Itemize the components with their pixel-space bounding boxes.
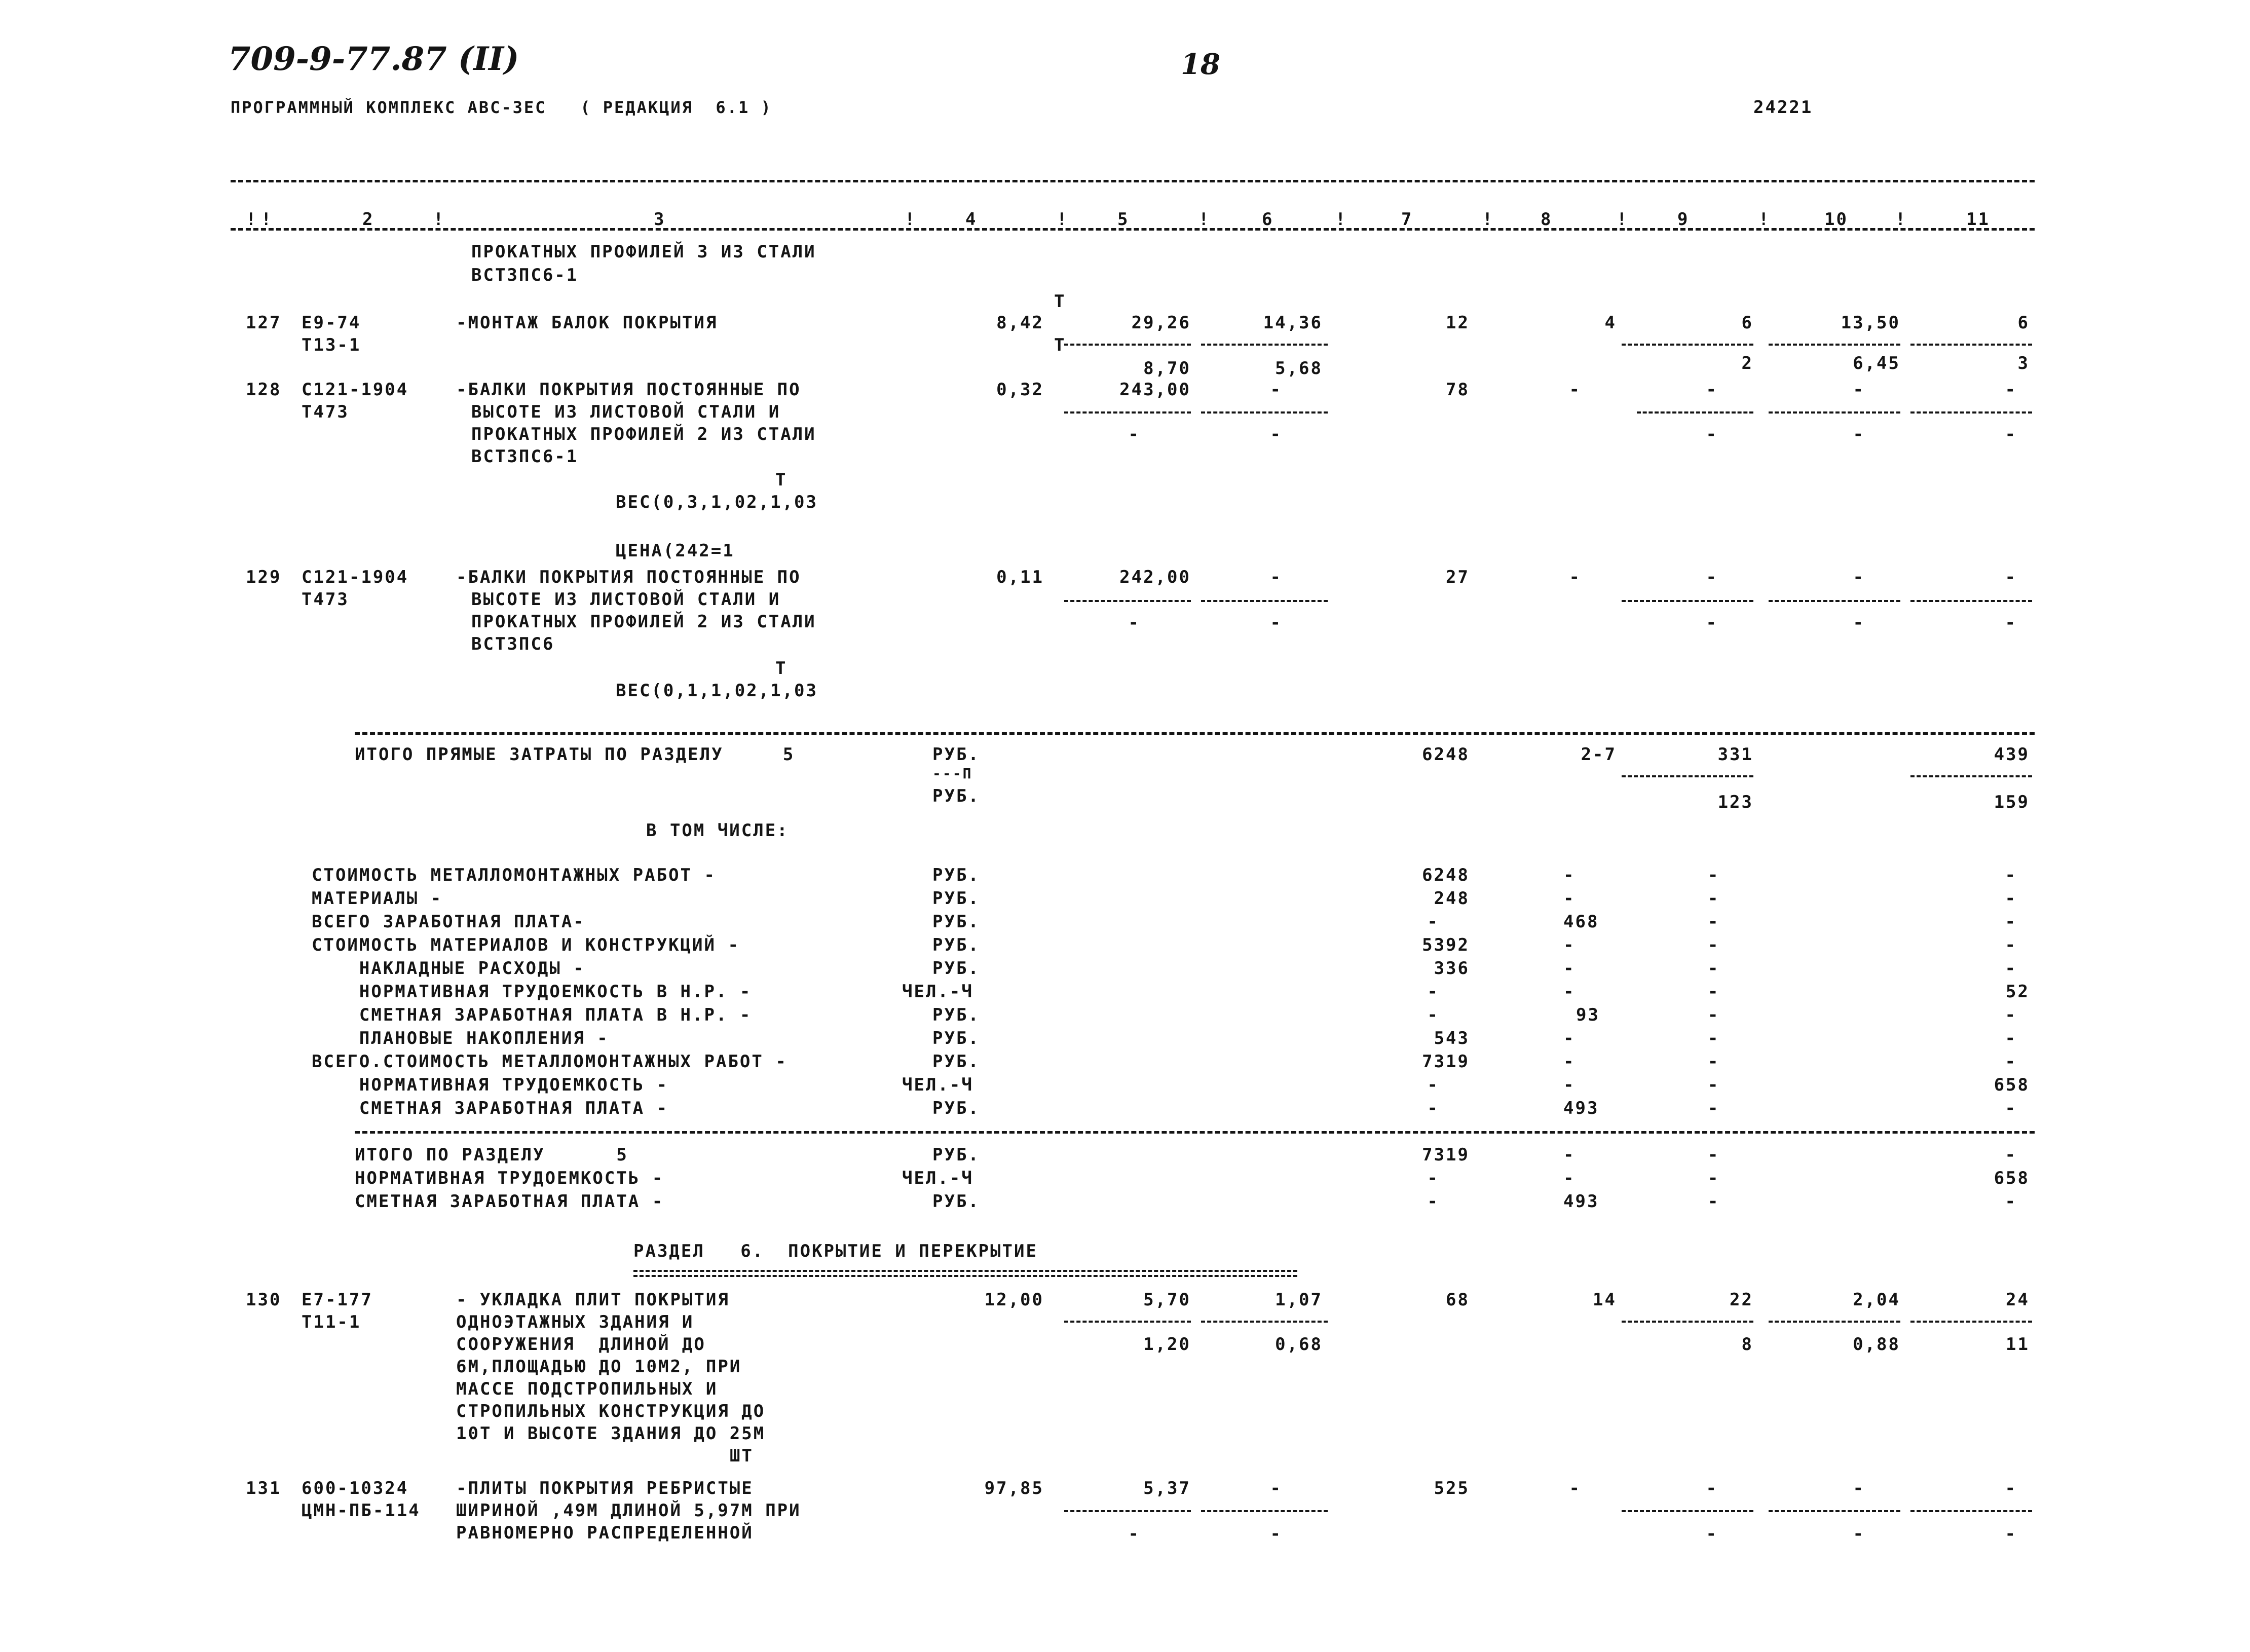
cell-col11-b: - [2005, 1524, 2017, 1544]
fraction-line [1622, 1321, 1753, 1323]
fraction-line [1769, 1321, 1900, 1323]
row-code-2: Т473 [302, 589, 349, 610]
fraction-line [1201, 411, 1328, 414]
summary-unit: РУБ. [932, 865, 980, 885]
cell-col4: 0,11 [996, 567, 1044, 587]
col-header-9: 9 [1677, 209, 1690, 230]
section-total-col11: - [2005, 1191, 2017, 1212]
cell-col6: - [1270, 380, 1282, 400]
cell-col7: 68 [1446, 1290, 1470, 1310]
cell-col11: - [2005, 1478, 2017, 1498]
cell-col4: 8,42 [996, 313, 1044, 333]
cell-col9-b: - [1706, 613, 1718, 633]
section-total-label: ИТОГО ПО РАЗДЕЛУ 5 [355, 1145, 628, 1165]
cell-col6-b: - [1270, 613, 1282, 633]
fraction-line [1622, 1510, 1753, 1512]
carry-desc-1: ПРОКАТНЫХ ПРОФИЛЕЙ 3 ИЗ СТАЛИ [471, 242, 816, 262]
col-header-10: 10 [1824, 209, 1848, 230]
summary-col11: 658 [1994, 1075, 2030, 1095]
row-number: 127 [246, 313, 282, 333]
summary-col8: - [1563, 935, 1576, 955]
fraction-line [1201, 1321, 1328, 1323]
summary-col8: 93 [1576, 1005, 1600, 1025]
col-header-11: 11 [1966, 209, 1990, 230]
summary-col7: 543 [1434, 1028, 1470, 1048]
cell-col8: - [1569, 380, 1581, 400]
summary-col11: - [2005, 888, 2017, 909]
summary-col11: - [2005, 1052, 2017, 1072]
fraction-line [1637, 411, 1753, 414]
cell-col10: - [1853, 567, 1865, 587]
section-total-col8: - [1563, 1168, 1576, 1188]
fraction-line [1201, 344, 1328, 346]
summary-col9: - [1708, 935, 1720, 955]
summary-unit: РУБ. [932, 1098, 980, 1118]
cell-col7: 525 [1434, 1478, 1470, 1498]
cell-col4: 0,32 [996, 380, 1044, 400]
cell-col9: - [1706, 567, 1718, 587]
row-description: ВСТ3ПС6-1 [471, 446, 579, 467]
cell-col8: - [1569, 567, 1581, 587]
row-code: 600-10324 [302, 1478, 409, 1498]
summary-col11: - [2005, 1098, 2017, 1118]
cell-col5-b: - [1128, 424, 1140, 444]
weight-formula: ВЕС(0,1,1,02,1,03 [616, 681, 818, 701]
cell-col8: 14 [1593, 1290, 1617, 1310]
summary-col8: - [1563, 982, 1576, 1002]
cell-col10-b: 6,45 [1853, 353, 1900, 373]
row-number: 128 [246, 380, 282, 400]
summary-label: НОРМАТИВНАЯ ТРУДОЕМКОСТЬ - [312, 1075, 669, 1095]
row-code: Е7-177 [302, 1290, 373, 1310]
summary-col9: - [1708, 888, 1720, 909]
row-code-2: Т473 [302, 402, 349, 422]
summary-col8: - [1563, 1028, 1576, 1048]
unit-t: Т [1054, 291, 1066, 312]
unit-per: ---П [932, 765, 973, 782]
price-formula: ЦЕНА(242=1 [616, 541, 735, 561]
section-totals-rule [355, 1131, 2035, 1134]
summary-col11: - [2005, 865, 2017, 885]
summary-col11: 52 [2006, 982, 2030, 1002]
document-number: 24221 [1753, 97, 1813, 118]
fraction-line [1769, 344, 1900, 346]
row-description: СТРОПИЛЬНЫХ КОНСТРУКЦИЯ ДО [456, 1401, 766, 1421]
row-code-2: Т11-1 [302, 1312, 361, 1332]
section-total-col9: - [1708, 1191, 1720, 1212]
total-col8: 2-7 [1581, 744, 1617, 765]
cell-col10: 2,04 [1853, 1290, 1900, 1310]
cell-col10-b: 0,88 [1853, 1334, 1900, 1355]
cell-col9-b: - [1706, 424, 1718, 444]
cell-col11: - [2005, 380, 2017, 400]
direct-costs-label: ИТОГО ПРЯМЫЕ ЗАТРАТЫ ПО РАЗДЕЛУ 5 [355, 744, 795, 765]
row-description: -МОНТАЖ БАЛОК ПОКРЫТИЯ [456, 313, 718, 333]
cell-col9: - [1706, 1478, 1718, 1498]
fraction-line [1064, 600, 1191, 602]
program-title: ПРОГРАММНЫЙ КОМПЛЕКС АВС-3ЕС ( РЕДАКЦИЯ 6.1 ) [231, 98, 772, 117]
section-heading-underline [633, 1275, 1297, 1277]
fraction-line [1622, 775, 1753, 777]
col-header-8: 8 [1541, 209, 1553, 230]
summary-unit: ЧЕЛ.-Ч [902, 982, 973, 1002]
cell-col6-b: 0,68 [1275, 1334, 1323, 1355]
summary-col11: - [2005, 1005, 2017, 1025]
cell-col7: 78 [1446, 380, 1470, 400]
row-description: РАВНОМЕРНО РАСПРЕДЕЛЕННОЙ [456, 1523, 754, 1543]
summary-col7: - [1427, 982, 1439, 1002]
summary-col11: - [2005, 935, 2017, 955]
fraction-line [1064, 344, 1191, 346]
section-total-col7: - [1427, 1191, 1439, 1212]
summary-col7: - [1427, 1075, 1439, 1095]
row-code: С121-1904 [302, 567, 409, 587]
summary-unit: РУБ. [932, 1028, 980, 1048]
cell-col5: 29,26 [1131, 313, 1191, 333]
cell-col10: - [1853, 1478, 1865, 1498]
unit-t: Т [1054, 335, 1066, 355]
cell-col5-b: 8,70 [1143, 358, 1191, 379]
fraction-line [1064, 411, 1191, 414]
summary-col11: - [2005, 1028, 2017, 1048]
summary-col9: - [1708, 1052, 1720, 1072]
cell-col7: 12 [1446, 313, 1470, 333]
cell-col10: - [1853, 380, 1865, 400]
fraction-line [1622, 344, 1753, 346]
fraction-line [1910, 344, 2032, 346]
cell-col5: 242,00 [1119, 567, 1191, 587]
cell-col8: 4 [1604, 313, 1617, 333]
summary-label: НАКЛАДНЫЕ РАСХОДЫ - [312, 958, 585, 979]
summary-col7: - [1427, 1098, 1439, 1118]
fraction-line [1769, 1510, 1900, 1512]
fraction-line [1064, 1321, 1191, 1323]
row-description: ПРОКАТНЫХ ПРОФИЛЕЙ 2 ИЗ СТАЛИ [471, 424, 816, 444]
unit-rub: РУБ. [932, 744, 980, 765]
section-total-unit: ЧЕЛ.-Ч [902, 1168, 973, 1188]
summary-col8: 493 [1563, 1098, 1599, 1118]
cell-col6: 1,07 [1275, 1290, 1323, 1310]
summary-unit: РУБ. [932, 912, 980, 932]
summary-label: СМЕТНАЯ ЗАРАБОТНАЯ ПЛАТА В Н.Р. - [312, 1005, 752, 1025]
cell-col5-b: 1,20 [1143, 1334, 1191, 1355]
cell-col5: 243,00 [1119, 380, 1191, 400]
handwritten-document-code: 709-9-77.87 (II) [228, 40, 519, 78]
row-description: СООРУЖЕНИЯ ДЛИНОЙ ДО [456, 1334, 706, 1355]
cell-col10: 13,50 [1841, 313, 1900, 333]
cell-col6-b: - [1270, 1524, 1282, 1544]
cell-col10-b: - [1853, 613, 1865, 633]
fraction-line [1910, 1510, 2032, 1512]
summary-col9: - [1708, 1005, 1720, 1025]
section-total-label: НОРМАТИВНАЯ ТРУДОЕМКОСТЬ - [355, 1168, 664, 1188]
row-number: 130 [246, 1290, 282, 1310]
total-col11: 439 [1994, 744, 2030, 765]
cell-col11-b: 11 [2006, 1334, 2030, 1355]
section-heading-underline [633, 1270, 1297, 1272]
section-total-col8: - [1563, 1145, 1576, 1165]
section-heading: РАЗДЕЛ 6. ПОКРЫТИЕ И ПЕРЕКРЫТИЕ [633, 1241, 1038, 1261]
cell-col11: 24 [2006, 1290, 2030, 1310]
summary-label: СТОИМОСТЬ МАТЕРИАЛОВ И КОНСТРУКЦИЙ - [312, 935, 740, 955]
row-code-2: ЦМН-ПБ-114 [302, 1500, 421, 1521]
summary-col9: - [1708, 912, 1720, 932]
section-total-col11: - [2005, 1145, 2017, 1165]
section-total-unit: РУБ. [932, 1145, 980, 1165]
row-code-2: Т13-1 [302, 335, 361, 355]
summary-col9: - [1708, 982, 1720, 1002]
summary-label: ВСЕГО ЗАРАБОТНАЯ ПЛАТА- [312, 912, 585, 932]
summary-col7: 336 [1434, 958, 1470, 979]
summary-unit: ЧЕЛ.-Ч [902, 1075, 973, 1095]
row-code: Е9-74 [302, 313, 361, 333]
row-description: ВСТ3ПС6 [471, 634, 555, 654]
summary-label: ВСЕГО.СТОИМОСТЬ МЕТАЛЛОМОНТАЖНЫХ РАБОТ - [312, 1052, 788, 1072]
summary-col9: - [1708, 958, 1720, 979]
cell-col11-b: - [2005, 424, 2017, 444]
summary-col8: - [1563, 1075, 1576, 1095]
cell-col6: - [1270, 1478, 1282, 1498]
col-header-3: 3 [654, 209, 666, 230]
col-header-5: 5 [1117, 209, 1130, 230]
summary-unit: РУБ. [932, 935, 980, 955]
cell-col9-b: - [1706, 1524, 1718, 1544]
unit-rub: РУБ. [932, 786, 980, 806]
page-number: 18 [1181, 48, 1220, 81]
cell-col11-b: - [2005, 613, 2017, 633]
cell-col5: 5,37 [1143, 1478, 1191, 1498]
summary-col9: - [1708, 1098, 1720, 1118]
row-description: - УКЛАДКА ПЛИТ ПОКРЫТИЯ [456, 1290, 730, 1310]
row-description: 6М,ПЛОЩАДЬЮ ДО 10М2, ПРИ [456, 1357, 742, 1377]
unit-sht: ШТ [730, 1446, 754, 1466]
col-header-6: 6 [1262, 209, 1274, 230]
section-total-col8: 493 [1563, 1191, 1599, 1212]
cell-col4: 97,85 [984, 1478, 1044, 1498]
header-top-rule [231, 180, 2035, 182]
cell-col11: - [2005, 567, 2017, 587]
row-description: ОДНОЭТАЖНЫХ ЗДАНИЯ И [456, 1312, 694, 1332]
summary-col8: - [1563, 865, 1576, 885]
summary-col9: - [1708, 1028, 1720, 1048]
summary-unit: РУБ. [932, 888, 980, 909]
summary-col7: - [1427, 1005, 1439, 1025]
col-header-4: 4 [965, 209, 978, 230]
cell-col5: 5,70 [1143, 1290, 1191, 1310]
summary-unit: РУБ. [932, 1005, 980, 1025]
cell-col9: 6 [1741, 313, 1753, 333]
including-label: В ТОМ ЧИСЛЕ: [646, 820, 789, 841]
row-description: ВЫСОТЕ ИЗ ЛИСТОВОЙ СТАЛИ И [471, 402, 781, 422]
summary-col7: 7319 [1422, 1052, 1470, 1072]
cell-col6-b: 5,68 [1275, 358, 1323, 379]
fraction-line [1769, 600, 1900, 602]
total-col9-b: 123 [1717, 792, 1753, 812]
total-col11-b: 159 [1994, 792, 2030, 812]
cell-col6-b: - [1270, 424, 1282, 444]
totals-rule [355, 732, 2035, 735]
cell-col9-b: 8 [1741, 1334, 1753, 1355]
summary-col7: - [1427, 912, 1439, 932]
row-code: С121-1904 [302, 380, 409, 400]
fraction-line [1622, 600, 1753, 602]
row-number: 131 [246, 1478, 282, 1498]
header-bottom-rule [231, 228, 2035, 231]
cell-col6: 14,36 [1263, 313, 1323, 333]
summary-col8: - [1563, 958, 1576, 979]
section-total-col7: 7319 [1422, 1145, 1470, 1165]
row-description: -БАЛКИ ПОКРЫТИЯ ПОСТОЯННЫЕ ПО [456, 567, 801, 587]
total-col7: 6248 [1422, 744, 1470, 765]
fraction-line [1769, 411, 1900, 414]
col-header-2: 2 [362, 209, 374, 230]
section-total-label: СМЕТНАЯ ЗАРАБОТНАЯ ПЛАТА - [355, 1191, 664, 1212]
cell-col8: - [1569, 1478, 1581, 1498]
summary-col7: 6248 [1422, 865, 1470, 885]
row-description: ШИРИНОЙ ,49М ДЛИНОЙ 5,97М ПРИ [456, 1500, 801, 1521]
fraction-line [1910, 411, 2032, 414]
summary-label: МАТЕРИАЛЫ - [312, 888, 443, 909]
cell-col5-b: - [1128, 613, 1140, 633]
col-header-7: 7 [1401, 209, 1413, 230]
row-description: ВЫСОТЕ ИЗ ЛИСТОВОЙ СТАЛИ И [471, 589, 781, 610]
section-total-col9: - [1708, 1168, 1720, 1188]
cell-col9: 22 [1730, 1290, 1753, 1310]
cell-col10-b: - [1853, 424, 1865, 444]
summary-col11: - [2005, 912, 2017, 932]
fraction-line [1910, 600, 2032, 602]
row-description: 10Т И ВЫСОТЕ ЗДАНИЯ ДО 25М [456, 1423, 766, 1444]
cell-col4: 12,00 [984, 1290, 1044, 1310]
cell-col6: - [1270, 567, 1282, 587]
summary-col7: 5392 [1422, 935, 1470, 955]
fraction-line [1064, 1510, 1191, 1512]
summary-col8: - [1563, 1052, 1576, 1072]
summary-label: СТОИМОСТЬ МЕТАЛЛОМОНТАЖНЫХ РАБОТ - [312, 865, 716, 885]
summary-label: НОРМАТИВНАЯ ТРУДОЕМКОСТЬ В Н.Р. - [312, 982, 752, 1002]
summary-col7: 248 [1434, 888, 1470, 909]
row-number: 129 [246, 567, 282, 587]
row-description: -ПЛИТЫ ПОКРЫТИЯ РЕБРИСТЫЕ [456, 1478, 754, 1498]
fraction-line [1201, 1510, 1328, 1512]
row-description: ПРОКАТНЫХ ПРОФИЛЕЙ 2 ИЗ СТАЛИ [471, 612, 816, 632]
section-total-col9: - [1708, 1145, 1720, 1165]
fraction-line [1910, 1321, 2032, 1323]
fraction-line [1201, 600, 1328, 602]
total-col9: 331 [1717, 744, 1753, 765]
row-description: МАССЕ ПОДСТРОПИЛЬНЫХ И [456, 1379, 718, 1399]
row-description: -БАЛКИ ПОКРЫТИЯ ПОСТОЯННЫЕ ПО [456, 380, 801, 400]
cell-col11-b: 3 [2017, 353, 2030, 373]
fraction-line [1910, 775, 2032, 777]
cell-col11: 6 [2017, 313, 2030, 333]
cell-col5-b: - [1128, 1524, 1140, 1544]
summary-label: ПЛАНОВЫЕ НАКОПЛЕНИЯ - [312, 1028, 609, 1048]
section-total-col11: 658 [1994, 1168, 2030, 1188]
summary-unit: РУБ. [932, 1052, 980, 1072]
summary-col9: - [1708, 1075, 1720, 1095]
cell-col7: 27 [1446, 567, 1470, 587]
section-total-col7: - [1427, 1168, 1439, 1188]
carry-desc-2: ВСТ3ПС6-1 [471, 265, 579, 285]
summary-col9: - [1708, 865, 1720, 885]
unit-t: Т [775, 470, 788, 490]
cell-col9-b: 2 [1741, 353, 1753, 373]
summary-label: СМЕТНАЯ ЗАРАБОТНАЯ ПЛАТА - [312, 1098, 669, 1118]
summary-unit: РУБ. [932, 958, 980, 979]
weight-formula: ВЕС(0,3,1,02,1,03 [616, 492, 818, 512]
summary-col8: - [1563, 888, 1576, 909]
cell-col9: - [1706, 380, 1718, 400]
section-total-unit: РУБ. [932, 1191, 980, 1212]
summary-col8: 468 [1563, 912, 1599, 932]
cell-col10-b: - [1853, 1524, 1865, 1544]
unit-t: Т [775, 658, 788, 679]
summary-col11: - [2005, 958, 2017, 979]
